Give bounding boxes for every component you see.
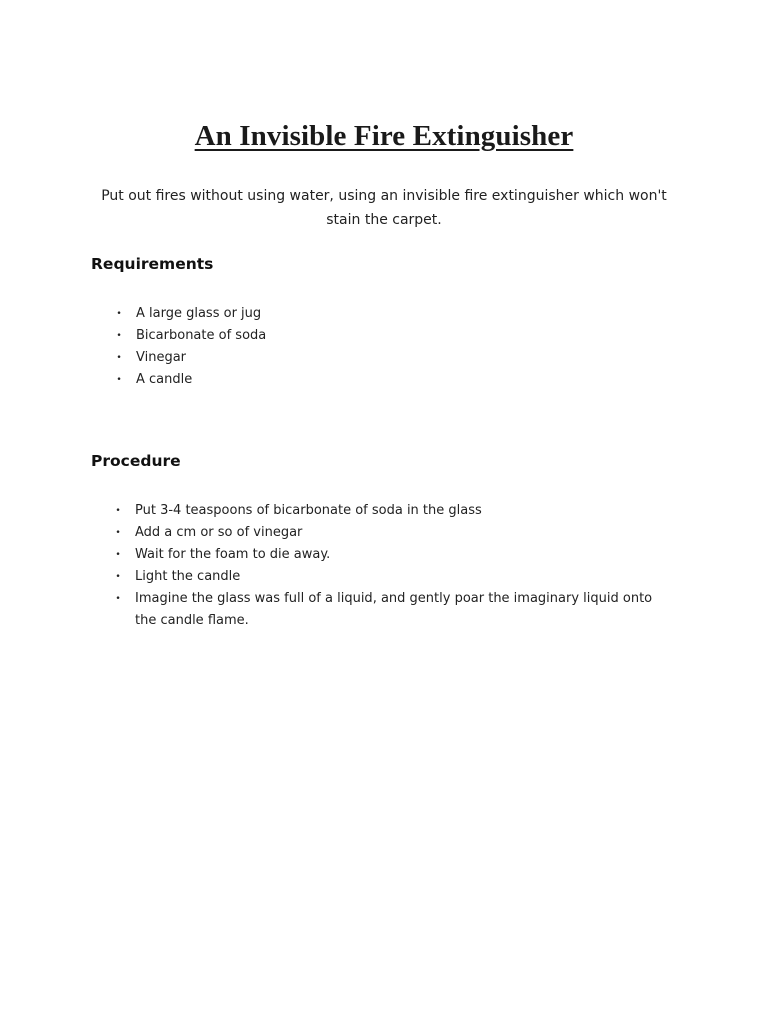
list-item (114, 325, 266, 347)
procedure-list (113, 500, 673, 632)
list-item (113, 522, 673, 544)
list-item-text: Put 3-4 teaspoons of bicarbonate of soda in the glass (135, 503, 482, 518)
bullet-icon: • (115, 506, 121, 516)
page-title: An Invisible Fire Extinguisher (194, 120, 574, 152)
bullet-icon: • (115, 572, 121, 582)
list-item (114, 303, 266, 325)
list-item (114, 347, 266, 369)
list-item-text: A candle (136, 372, 193, 387)
bullet-icon: • (115, 594, 121, 604)
bullet-icon: • (116, 309, 122, 319)
list-item-text: Add a cm or so of vinegar (135, 525, 303, 540)
list-item-text: Bicarbonate of soda (136, 328, 267, 343)
procedure-heading: Procedure (91, 452, 181, 470)
bullet-icon: • (116, 353, 122, 363)
bullet-icon: • (116, 331, 122, 341)
list-item-text: Vinegar (136, 350, 187, 365)
list-item-text: Wait for the foam to die away. (135, 547, 331, 562)
bullet-icon: • (115, 528, 121, 538)
list-item (113, 500, 673, 522)
list-item-text: A large glass or jug (136, 306, 262, 321)
intro-paragraph: Put out fires without using water, using an invisible fire extinguisher which won't stain the carpet. (101, 188, 667, 228)
bullet-icon: • (116, 375, 122, 385)
requirements-list (114, 303, 266, 391)
list-item (113, 544, 673, 566)
list-item (113, 566, 673, 588)
list-item-text: Imagine the glass was full of a liquid, and gently poar the imaginary liquid onto the candle flame. (135, 591, 653, 628)
list-item (113, 588, 673, 632)
list-item (114, 369, 266, 391)
bullet-icon: • (115, 550, 121, 560)
requirements-heading: Requirements (91, 255, 214, 273)
list-item-text: Light the candle (135, 569, 241, 584)
